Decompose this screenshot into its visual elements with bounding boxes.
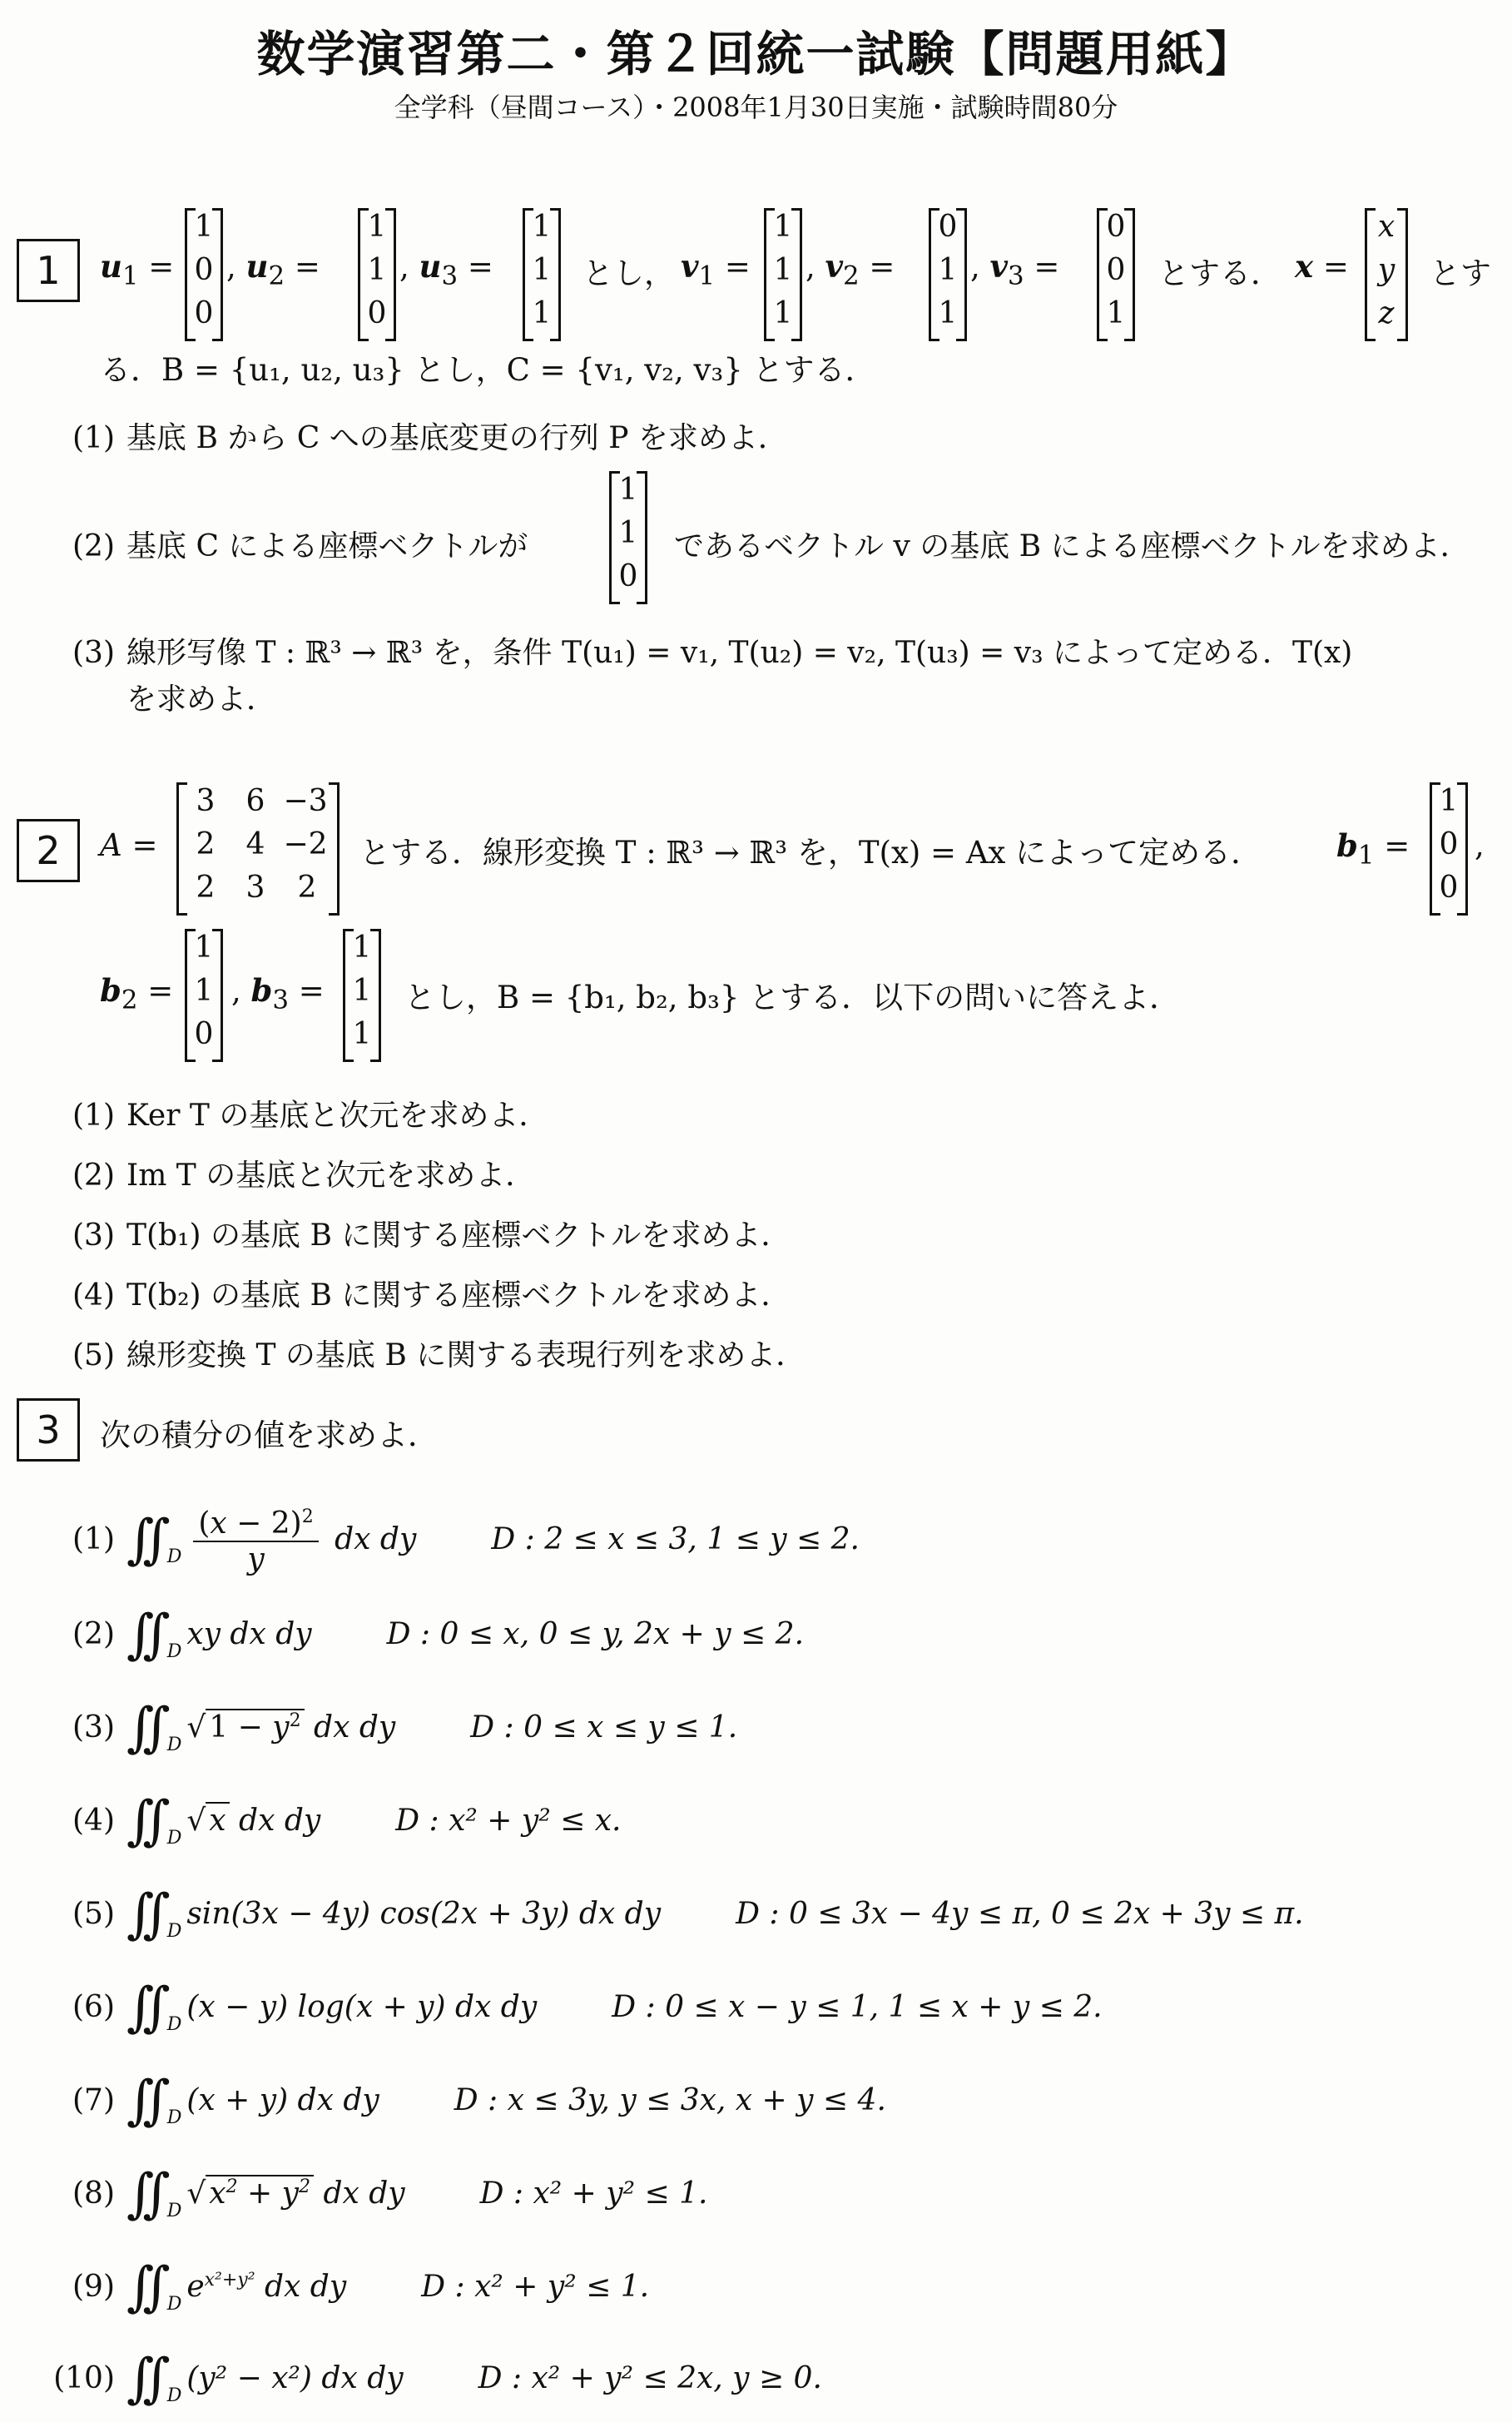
matrix-v2: 0 1 1 (929, 208, 967, 341)
p2-line1: とする．線形変換 T : ℝ³ → ℝ³ を，T(x) = Ax によって定める． (359, 835, 1262, 871)
p3-item-9-domain: D : x² + y² ≤ 1. (421, 2270, 650, 2304)
p3-item-9-exponential: $e^{x^2+y^2}$ (186, 2270, 255, 2304)
p3-item-5: (5) ∫∫ $_D$sin(3x − 4y) cos(2x + 3y) dx dy D : 0 ≤ 3x − 4y ≤ π, 0 ≤ 2x + 3y ≤ π. (50, 1889, 1304, 1942)
problem-2-number: 2 (17, 819, 80, 882)
p1-q2-num: (2) (72, 529, 115, 563)
x-label: x = (1295, 248, 1349, 285)
p1-q1-text: 基底 B から C への基底変更の行列 P を求めよ． (126, 421, 788, 455)
p3-item-8-num: (8) (72, 2176, 115, 2211)
p3-item-9-num: (9) (72, 2270, 115, 2304)
matrix-b2: 1 1 0 (185, 929, 223, 1062)
p3-intro: 次の積分の値を求めよ． (100, 1417, 439, 1453)
p3-item-8-domain: D : x² + y² ≤ 1. (479, 2176, 708, 2211)
matrix-b3: 1 1 1 (343, 929, 381, 1062)
p1-text-tosuru: とする． (1158, 256, 1281, 291)
p3-item-7: (7) ∫∫ $_D$(x + y) dx dy D : x ≤ 3y, y ≤ 3x, x + y ≤ 4. (50, 2076, 886, 2128)
matrix-coord-110: 1 1 0 (609, 471, 647, 604)
matrix-b1: 1 0 0 (1430, 782, 1468, 916)
double-integral-symbol: ∫∫ (126, 2163, 159, 2225)
p3-item-4: (4) ∫∫ $_D$√ x dx dy D : x² + y² ≤ x. (50, 1796, 621, 1849)
p2-item-5-num: (5) (72, 1338, 115, 1372)
double-integral-symbol: ∫∫ (126, 2348, 159, 2410)
p1-q2 (50, 523, 528, 565)
p1-q3 (50, 629, 1352, 672)
double-integral-symbol: ∫∫ (126, 1790, 159, 1852)
p3-item-8-integrand: dx dy (323, 2176, 405, 2211)
p1-line2: る．B = {u₁, u₂, u₃} とし，C = {v₁, v₂, v₃} とする． (100, 352, 876, 388)
p3-item-4-integrand: dx dy (239, 1804, 321, 1838)
p3-item-5-domain: D : 0 ≤ 3x − 4y ≤ π, 0 ≤ 2x + 3y ≤ π. (736, 1897, 1304, 1931)
p3-item-2-domain: D : 0 ≤ x, 0 ≤ y, 2x + y ≤ 2. (386, 1617, 805, 1651)
p3-item-10-domain: D : x² + y² ≤ 2x, y ≥ 0. (478, 2361, 822, 2395)
p2-line2: とし，B = {b₁, b₂, b₃} とする．以下の問いに答えよ． (404, 980, 1181, 1015)
matrix-v3: 0 0 1 (1097, 208, 1135, 341)
p2-item-2 (50, 1152, 535, 1194)
p2-item-5-text: 線形変換 T の基底 B に関する表現行列を求めよ． (126, 1338, 806, 1372)
p2-item-1-num: (1) (72, 1099, 115, 1133)
p1-q3-text-b: を求めよ． (126, 682, 277, 717)
p3-item-10-num: (10) (53, 2361, 115, 2395)
p3-item-6-num: (6) (72, 1990, 115, 2024)
v1-label: $v_1$ = (681, 248, 751, 291)
comma-b1: , (1475, 827, 1485, 863)
v3-label: , $v_3$ = (970, 248, 1060, 291)
p2-item-1 (50, 1092, 548, 1134)
p3-item-1-integrand: dx dy (335, 1522, 417, 1556)
p3-item-7-num: (7) (72, 2083, 115, 2117)
u2-label: , $u_2$ = (226, 248, 320, 291)
p3-item-1-domain: D : 2 ≤ x ≤ 3, 1 ≤ y ≤ 2. (491, 1522, 860, 1556)
p1-q2-text-b: であるベクトル v の基底 B による座標ベクトルを求めよ． (674, 529, 1470, 563)
p3-item-9: (9) ∫∫ $_De^{x^2+y^2}$ dx dy D : x² + y² ≤ 1. (50, 2262, 649, 2315)
page-title: 数学演習第二・第２回統一試験【問題用紙】 (256, 26, 1256, 82)
double-integral-symbol: ∫∫ (126, 1697, 159, 1759)
double-integral-symbol: ∫∫ (126, 2256, 159, 2318)
p3-item-3-integrand: dx dy (314, 1710, 396, 1745)
p2-item-4-text: T(b₂) の基底 B に関する座標ベクトルを求めよ． (126, 1278, 791, 1313)
problem-1-number: 1 (17, 239, 80, 302)
p1-q1 (50, 414, 788, 457)
p3-item-4-num: (4) (72, 1804, 115, 1838)
matrix-u3: 1 1 1 (523, 208, 561, 341)
p2-item-4 (50, 1272, 791, 1314)
b2-label: $b_2$ = (100, 972, 174, 1015)
matrix-u1: 1 0 0 (185, 208, 223, 341)
double-integral-symbol: ∫∫ (126, 1509, 159, 1571)
p2-item-5 (50, 1332, 806, 1374)
p1-q2-text-a: 基底 C による座標ベクトルが (126, 529, 528, 563)
p3-item-3: (3) ∫∫ $_D$√ $1 - y^2$ dx dy D : 0 ≤ x ≤ y ≤ 1. (50, 1703, 737, 1755)
double-integral-symbol: ∫∫ (126, 1977, 159, 2038)
p3-item-6: (6) ∫∫ $_D$(x − y) log(x + y) dx dy D : 0 ≤ x − y ≤ 1, 1 ≤ x + y ≤ 2. (50, 1983, 1103, 2035)
p1-text-toshi: とし， (582, 256, 675, 291)
b3-label: , $b_3$ = (231, 972, 325, 1015)
p3-item-3-domain: D : 0 ≤ x ≤ y ≤ 1. (470, 1710, 738, 1745)
p3-item-1-fraction: $\frac{(x - 2)^2}{y}$ (193, 1506, 318, 1576)
p3-item-1: (1) ∫∫ $_D$ $\frac{(x - 2)^2}{y}$ dx dy D : 2 ≤ x ≤ 3, 1 ≤ y ≤ 2. (50, 1506, 860, 1576)
p3-item-5-integrand: sin(3x − 4y) cos(2x + 3y) dx dy (186, 1897, 662, 1931)
p3-item-2-num: (2) (72, 1617, 115, 1651)
u3-label: , $u_3$ = (399, 248, 493, 291)
p3-item-10-integrand: (y² − x²) dx dy (186, 2361, 404, 2395)
p3-item-5-num: (5) (72, 1897, 115, 1931)
p2-item-2-text: Im T の基底と次元を求めよ． (126, 1159, 536, 1193)
p3-item-10: (10) ∫∫ $_D$(y² − x²) dx dy D : x² + y² ≤ 2x, y ≥ 0. (50, 2354, 822, 2406)
p1-text-tosu: とす (1430, 256, 1491, 291)
matrix-v1: 1 1 1 (764, 208, 802, 341)
p3-item-3-radicand: $1 - y^2$ (206, 1709, 304, 1745)
p3-item-8: (8) ∫∫ $_D$√ $x^2 + y^2$ dx dy D : x² + y² ≤ 1. (50, 2169, 707, 2221)
p2-item-3-num: (3) (72, 1218, 115, 1253)
u1-label: $u_1$ = (100, 248, 175, 291)
matrix-u2: 1 1 0 (358, 208, 396, 341)
p3-item-4-domain: D : x² + y² ≤ x. (395, 1804, 622, 1838)
matrix-x: x y z (1365, 208, 1408, 341)
double-integral-symbol: ∫∫ (126, 2070, 159, 2132)
p1-q3-num: (3) (72, 636, 115, 670)
problem-3-number: 3 (17, 1398, 80, 1462)
double-integral-symbol: ∫∫ (126, 1604, 159, 1665)
p3-item-9-integrand: dx dy (265, 2270, 347, 2304)
p3-item-2: (2) ∫∫ $_D$xy dx dy D : 0 ≤ x, 0 ≤ y, 2x + y ≤ 2. (50, 1610, 804, 1662)
p3-item-8-radicand: $x^2 + y^2$ (206, 2175, 314, 2211)
p3-item-6-domain: D : 0 ≤ x − y ≤ 1, 1 ≤ x + y ≤ 2. (612, 1990, 1103, 2024)
p3-item-4-radicand: x (206, 1802, 229, 1838)
matrix-a-label: A = (100, 827, 158, 863)
b1-label: $b_1$ = (1336, 827, 1410, 871)
p1-q1-num: (1) (72, 421, 115, 455)
p2-item-1-text: Ker T の基底と次元を求めよ． (126, 1099, 549, 1133)
p2-item-3-text: T(b₁) の基底 B に関する座標ベクトルを求めよ． (126, 1218, 791, 1253)
p2-item-3 (50, 1212, 791, 1254)
p2-item-2-num: (2) (72, 1159, 115, 1193)
p3-item-3-num: (3) (72, 1710, 115, 1745)
p3-item-2-integrand: xy dx dy (186, 1617, 312, 1651)
p3-item-7-integrand: (x + y) dx dy (186, 2083, 379, 2117)
p1-q3-text-a: 線形写像 T : ℝ³ → ℝ³ を，条件 T(u₁) = v₁, T(u₂) = v₂, T(u₃) = v₃ によって定める．T(x) (126, 636, 1353, 670)
v2-label: , $v_2$ = (806, 248, 895, 291)
matrix-a: 3 6 −3 2 4 −2 2 3 2 (176, 782, 340, 916)
page-subtitle: 全学科（昼間コース）・2008年1月30日実施・試験時間80分 (394, 92, 1118, 123)
p3-item-1-num: (1) (72, 1522, 115, 1556)
p3-item-6-integrand: (x − y) log(x + y) dx dy (186, 1990, 538, 2024)
double-integral-symbol: ∫∫ (126, 1884, 159, 1945)
p3-item-7-domain: D : x ≤ 3y, y ≤ 3x, x + y ≤ 4. (454, 2083, 886, 2117)
p2-item-4-num: (4) (72, 1278, 115, 1313)
